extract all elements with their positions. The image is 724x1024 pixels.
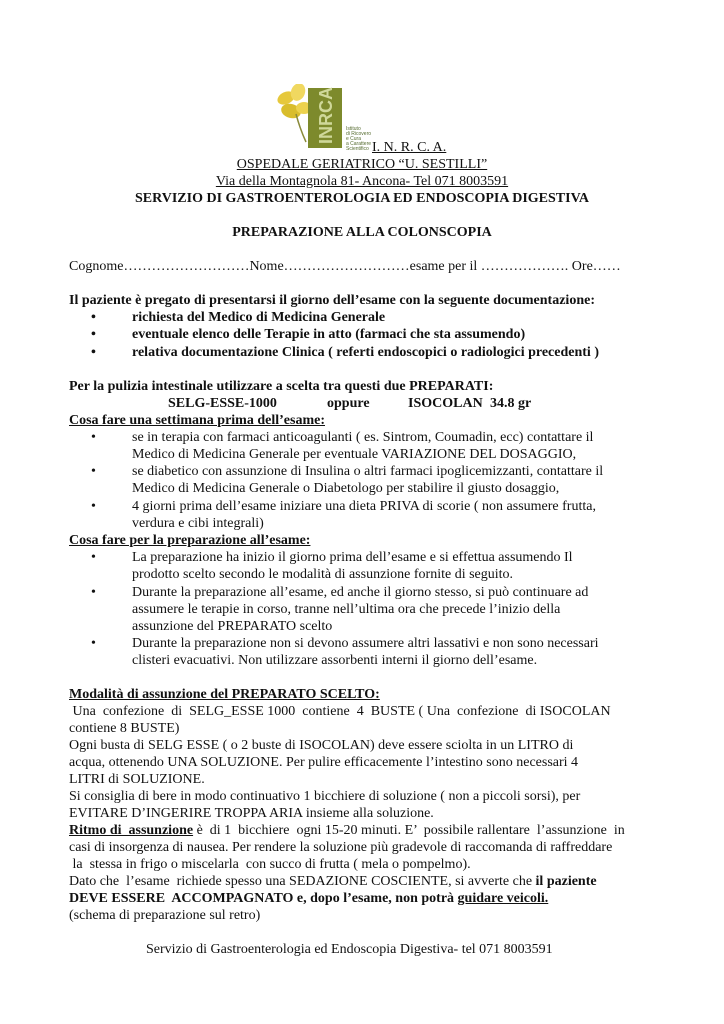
modalita-line: EVITARE D’INGERIRE TROPPA ARIA insieme alla soluzione. <box>69 806 434 821</box>
bullet: • <box>91 464 96 479</box>
org-acronym: I. N. R. C. A. <box>372 140 447 155</box>
preparato-isocolan: ISOCOLAN <box>408 396 483 411</box>
modalita-line: Una confezione di SELG_ESSE 1000 contiene 4 BUSTE ( Una confezione di ISOCOLAN <box>69 704 611 719</box>
preparation-item-cont: clisteri evacuativi. Non utilizzare assorbenti interni il giorno dell’esame. <box>132 653 538 668</box>
week-before-heading: Cosa fare una settimana prima dell’esame: <box>69 413 325 428</box>
documents-item: relativa documentazione Clinica ( referti endoscopici o radiologici precedenti ) <box>132 345 599 360</box>
service-name: SERVIZIO DI GASTROENTEROLOGIA ED ENDOSCOPIA DIGESTIVA <box>135 191 589 206</box>
logo-graphic <box>276 84 372 150</box>
sedazione-text: Dato che l’esame richiede spesso una SEDAZIONE COSCIENTE, si avverte che <box>69 874 536 889</box>
week-before-item-cont: verdura e cibi integrali) <box>132 516 264 531</box>
modalita-line: LITRI di SOLUZIONE. <box>69 772 205 787</box>
svg-text:e Cura: e Cura <box>346 136 362 142</box>
bullet: • <box>91 430 96 445</box>
preparation-item: La preparazione ha inizio il giorno prima dell’esame e si effettua assumendo Il <box>132 550 573 565</box>
week-before-item: se in terapia con farmaci anticoagulanti ( es. Sintrom, Coumadin, ecc) contattare il <box>132 430 594 445</box>
preparation-item: Durante la preparazione all’esame, ed anche il giorno stesso, si può continuare ad <box>132 585 589 600</box>
documents-item: richiesta del Medico di Medicina Generale <box>132 310 386 325</box>
page-title: PREPARAZIONE ALLA COLONSCOPIA <box>232 225 492 240</box>
svg-text:Scientifico: Scientifico <box>346 146 369 150</box>
ritmo-line <box>69 822 625 839</box>
sedazione-line <box>69 873 597 890</box>
sedazione-bold: il paziente <box>535 874 597 889</box>
preparati-intro: Per la pulizia intestinale utilizzare a scelta tra questi due PREPARATI: <box>69 379 494 394</box>
bullet: • <box>91 327 96 342</box>
preparation-item-cont: assunzione del PREPARATO scelto <box>132 619 333 634</box>
modalita-line: Si consiglia di bere in modo continuativo 1 bicchiere di soluzione ( non a piccoli sorsi), per <box>69 789 581 804</box>
preparation-heading: Cosa fare per la preparazione all’esame: <box>69 533 311 548</box>
svg-text:INRCA: INRCA <box>316 87 336 144</box>
bullet: • <box>91 310 96 325</box>
ritmo-text: è di 1 bicchiere ogni 15-20 minuti. E’ possibile rallentare l’assunzione in <box>193 823 625 838</box>
bullet: • <box>91 636 96 651</box>
bullet: • <box>91 550 96 565</box>
bullet: • <box>91 499 96 514</box>
warning-text: DEVE ESSERE ACCOMPAGNATO e, dopo l’esame, non potrà <box>69 891 458 906</box>
warning-underlined: guidare veicoli. <box>457 891 549 906</box>
ritmo-label: Ritmo di assunzione <box>69 823 194 838</box>
week-before-item-cont: Medico di Medicina Generale o Diabetologo per stabilire il giusto dosaggio, <box>132 481 560 496</box>
modalita-line: la stessa in frigo o miscelarla con succo di frutta ( mela o pompelmo). <box>69 857 471 872</box>
modalita-line: contiene 8 BUSTE) <box>69 721 180 736</box>
svg-text:Istituto: Istituto <box>346 126 361 132</box>
preparation-item-cont: prodotto scelto secondo le modalità di assunzione fornite di seguito. <box>132 567 514 582</box>
inrca-logo <box>276 84 372 150</box>
week-before-item: se diabetico con assunzione di Insulina o altri farmaci ipoglicemizzanti, contattare il <box>132 464 604 479</box>
documents-item: eventuale elenco delle Terapie in atto (farmaci che sta assumendo) <box>132 327 526 342</box>
warning-line <box>69 890 548 907</box>
footer-contact: Servizio di Gastroenterologia ed Endoscopia Digestiva- tel 071 8003591 <box>146 942 553 957</box>
svg-text:di Ricovero: di Ricovero <box>346 131 372 137</box>
preparation-item: Durante la preparazione non si devono assumere altri lassativi e non sono necessari <box>132 636 599 651</box>
modalita-line: acqua, ottenendo UNA SOLUZIONE. Per pulire efficacemente l’intestino sono necessari 4 <box>69 755 579 770</box>
bullet: • <box>91 585 96 600</box>
documents-intro: Il paziente è pregato di presentarsi il giorno dell’esame con la seguente documentazione: <box>69 293 595 308</box>
preparato-selg-esse: SELG-ESSE-1000 <box>168 396 277 411</box>
modalita-line: casi di insorgenza di nausea. Per rendere la soluzione più gradevole di raccomanda di raffreddare <box>69 840 613 855</box>
bullet: • <box>91 345 96 360</box>
preparation-item-cont: assumere le terapie in corso, tranne nell’ultima ora che precede l’inizio della <box>132 602 561 617</box>
week-before-item: 4 giorni prima dell’esame iniziare una dieta PRIVA di scorie ( non assumere frutta, <box>132 499 596 514</box>
modalita-heading: Modalità di assunzione del PREPARATO SCELTO: <box>69 687 380 702</box>
hospital-name: OSPEDALE GERIATRICO “U. SESTILLI” <box>236 157 488 172</box>
hospital-address: Via della Montagnola 81- Ancona- Tel 071 8003591 <box>215 174 509 189</box>
preparati-or: oppure <box>327 396 370 411</box>
schema-note: (schema di preparazione sul retro) <box>69 908 261 923</box>
preparato-isocolan-size: 34.8 gr <box>490 396 532 411</box>
week-before-item-cont: Medico di Medicina Generale per eventuale VARIAZIONE DEL DOSAGGIO, <box>132 447 577 462</box>
svg-text:a Carattere: a Carattere <box>346 141 372 147</box>
patient-info-line: Cognome………………………Nome………………………esame per il ………………. Ore…… <box>69 259 621 274</box>
modalita-line: Ogni busta di SELG ESSE ( o 2 buste di ISOCOLAN) deve essere sciolta in un LITRO di <box>69 738 574 753</box>
